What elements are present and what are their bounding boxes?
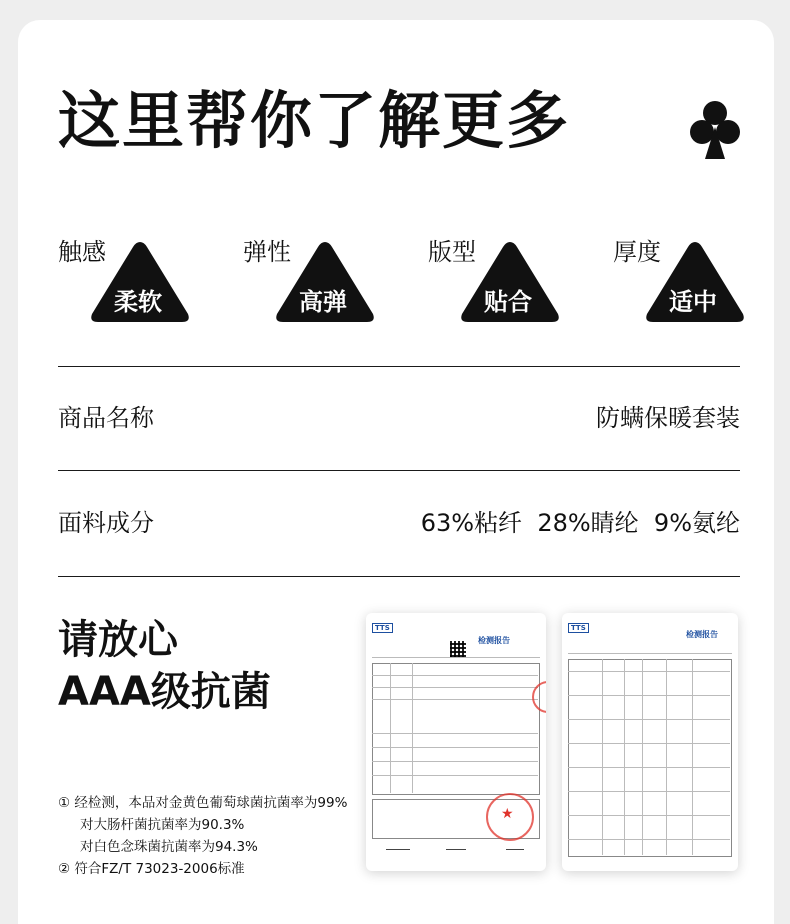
report-rule [692, 659, 693, 855]
report-rule [568, 791, 730, 792]
report-rule [602, 659, 603, 855]
report-title: 检测报告 [686, 630, 718, 639]
note-line: ② 符合FZ/T 73023-2006标准 [58, 861, 245, 877]
report-rule [568, 815, 730, 816]
report-rule [568, 671, 730, 672]
seal-star-icon: ★ [501, 806, 514, 822]
feature-label: 厚度 [613, 238, 661, 266]
note-line: 对大肠杆菌抗菌率为90.3% [80, 817, 245, 833]
report-rule [372, 687, 538, 688]
note-line: 对白色念珠菌抗菌率为94.3% [80, 839, 258, 855]
test-report-image-2 [562, 613, 738, 871]
feature-label: 版型 [428, 238, 476, 266]
page-title: 这里帮你了解更多 [58, 84, 571, 157]
report-rule [568, 743, 730, 744]
report-rule [568, 767, 730, 768]
club-icon [690, 99, 740, 161]
report-rule [372, 675, 538, 676]
feature-value: 柔软 [114, 288, 162, 316]
assurance-subtitle: AAA级抗菌 [58, 669, 271, 715]
feature-touch [58, 236, 208, 331]
report-rule [568, 653, 732, 654]
report-rule [372, 761, 538, 762]
report-rule [372, 775, 538, 776]
feature-label: 触感 [58, 238, 106, 266]
divider [58, 366, 740, 367]
report-rule [372, 657, 540, 658]
report-rule [412, 663, 413, 793]
signature-mark [506, 849, 524, 850]
divider [58, 576, 740, 577]
report-rule [568, 695, 730, 696]
test-report-image-1 [366, 613, 546, 871]
report-rule [624, 659, 625, 855]
feature-value: 高弹 [299, 288, 347, 316]
report-rule [568, 839, 730, 840]
feature-value: 适中 [669, 288, 717, 316]
report-rule [666, 659, 667, 855]
spec-value-product-name: 防螨保暖套装 [596, 404, 740, 432]
report-rule [372, 733, 538, 734]
feature-thickness [613, 236, 763, 331]
report-rule [372, 747, 538, 748]
report-rule [390, 663, 391, 793]
spec-key-fabric: 面料成分 [58, 509, 154, 537]
spec-key-product-name: 商品名称 [58, 404, 154, 432]
feature-fit [428, 236, 578, 331]
divider [58, 470, 740, 471]
feature-elasticity [243, 236, 393, 331]
signature-mark [386, 849, 410, 850]
spec-value-fabric: 63%粘纤 28%睛纶 9%氨纶 [420, 509, 740, 537]
qr-code-icon [450, 641, 466, 657]
report-title: 检测报告 [478, 636, 510, 645]
report-rule [568, 719, 730, 720]
assurance-title: 请放心 [58, 617, 178, 663]
signature-mark [446, 849, 466, 850]
feature-label: 弹性 [243, 238, 291, 266]
note-line: ① 经检测，本品对金黄色葡萄球菌抗菌率为99% [58, 795, 348, 811]
report-logo: TTS [568, 623, 589, 633]
report-rule [372, 699, 538, 700]
report-rule [642, 659, 643, 855]
report-results-table [568, 659, 732, 857]
feature-value: 贴合 [484, 288, 532, 316]
report-logo: TTS [372, 623, 393, 633]
